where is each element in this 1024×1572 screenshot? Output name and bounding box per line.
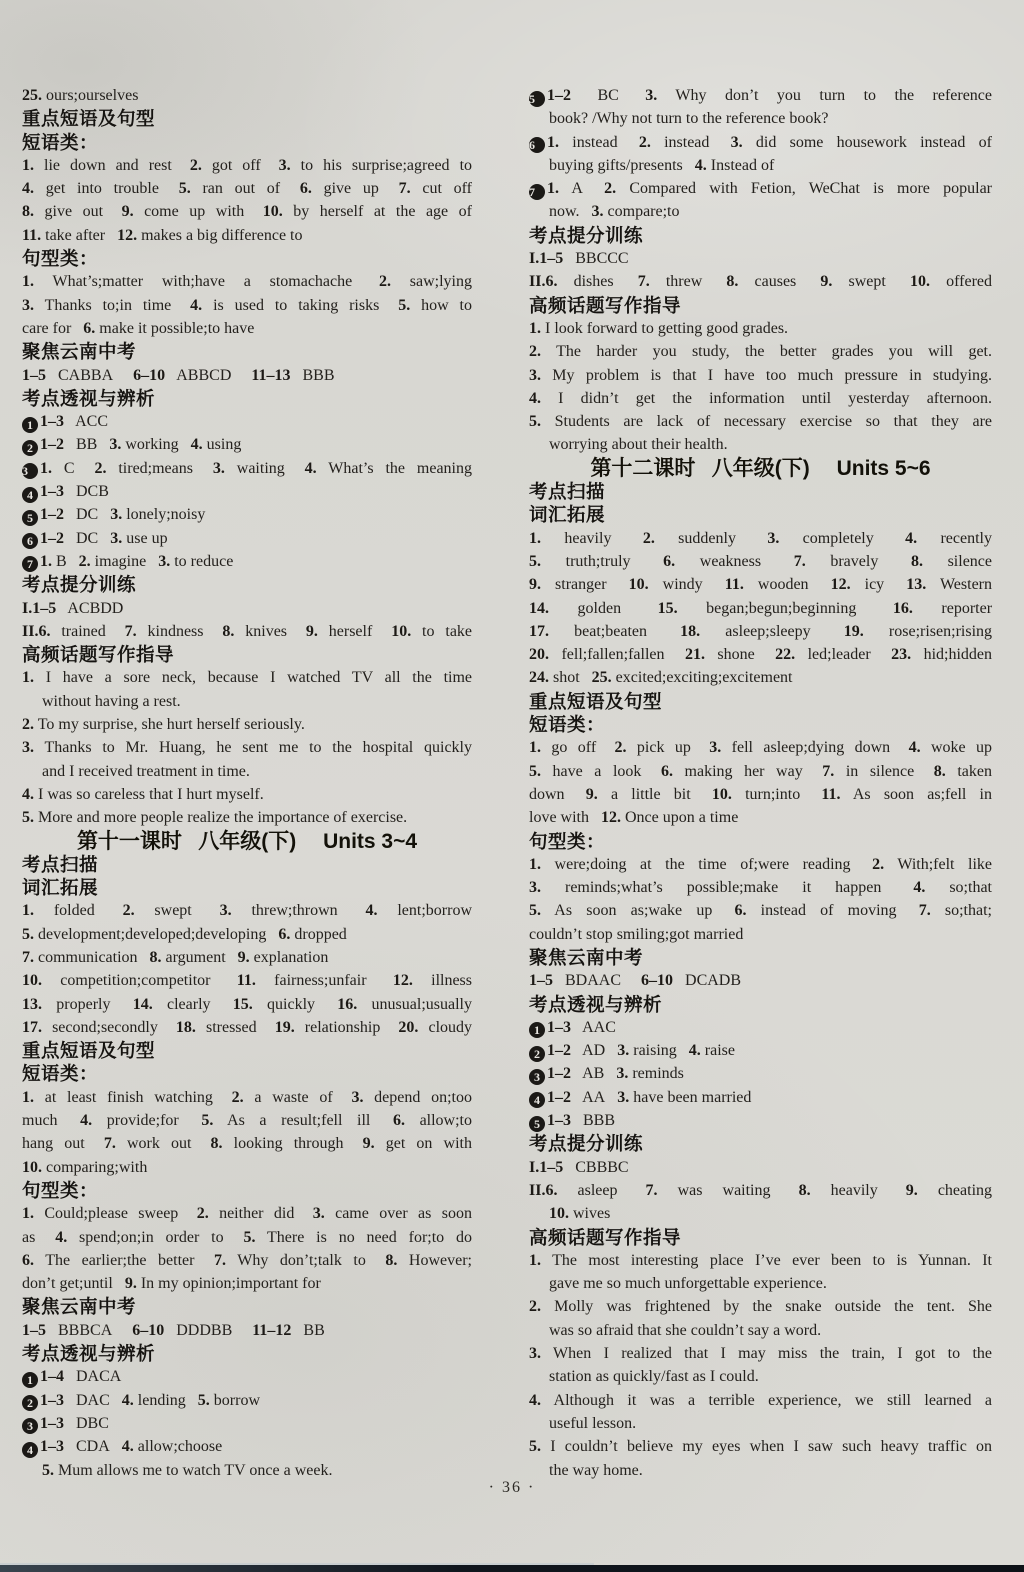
circled-number-icon: 5 <box>529 1116 545 1132</box>
section-heading: 高频话题写作指导 <box>529 1226 682 1248</box>
text-line: 10. comparing;with <box>22 1158 148 1176</box>
text-line: 3. Thanks to Mr. Huang, he sent me to the hospital quickly <box>22 739 472 757</box>
text-line: book? /Why not turn to the reference book? <box>549 110 829 128</box>
section-heading: 词汇拓展 <box>22 877 99 899</box>
text-line: 7 1. B 2. imagine 3. to reduce <box>22 550 472 573</box>
text-line: 4. I didn’t get the information until yesterday afternoon. <box>529 389 992 407</box>
section-title: 第十二课时 八年级(下) Units 5~6 <box>590 456 931 480</box>
text-line: hang out 7. work out 8. looking through 9. get on with <box>22 1135 472 1153</box>
text-line: 3 1–3 DBC <box>22 1412 472 1435</box>
text-line: II.6. asleep 7. was waiting 8. heavily 9. cheating <box>529 1181 992 1199</box>
page-number: · 36 · <box>488 1479 536 1496</box>
text-line: 13. properly 14. clearly 15. quickly 16. unusual;usually <box>22 995 472 1013</box>
section-heading: 短语类： <box>529 714 606 736</box>
text-line: 2 1–3 DAC 4. lending 5. borrow <box>22 1389 472 1412</box>
text-line: 5. Mum allows me to watch TV once a week. <box>42 1461 333 1479</box>
text-line: 1. lie down and rest 2. got off 3. to his surprise;agreed to <box>22 156 472 174</box>
circled-number-icon: 2 <box>22 440 38 456</box>
text-line: 10. competition;competitor 11. fairness;unfair 12. illness <box>22 972 472 990</box>
circled-number-icon: 1 <box>22 1372 38 1388</box>
text-line: gave me so much unforgettable experience. <box>549 1275 827 1293</box>
text-line: love with 12. Once upon a time <box>529 809 739 827</box>
section-heading: 句型类： <box>22 248 99 270</box>
text-line: 6 1. instead 2. instead 3. did some housework instead of <box>529 133 992 153</box>
text-line: 4. get into trouble 5. ran out of 6. give up 7. cut off <box>22 180 472 198</box>
text-line: don’t get;until 9. In my opinion;important for <box>22 1275 321 1293</box>
text-line: 5. As soon as;wake up 6. instead of moving 7. so;that; <box>529 902 992 920</box>
text-line: 5. Students are lack of necessary exercise so that they are <box>529 413 992 431</box>
text-line: now. 3. compare;to <box>549 203 680 221</box>
text-line: 3 1. C 2. tired;means 3. waiting 4. What’s the meaning <box>22 459 472 479</box>
circled-number-icon: 7 <box>529 184 545 200</box>
section-heading: 重点短语及句型 <box>529 690 663 712</box>
text-line: 3. When I realized that I may miss the train, I got to the <box>529 1345 992 1363</box>
circled-number-icon: 4 <box>529 1092 545 1108</box>
section-heading: 考点扫描 <box>22 853 99 875</box>
text-line: 1. heavily 2. suddenly 3. completely 4. recently <box>529 529 992 547</box>
text-line: station as quickly/fast as I could. <box>549 1368 759 1386</box>
text-line: 1–5 BBBCA 6–10 DDDBB 11–12 BB <box>22 1321 325 1339</box>
text-line: 1. The most interesting place I’ve ever been to is Yunnan. It <box>529 1251 992 1269</box>
text-line: 5. development;developed;developing 6. dropped <box>22 925 347 943</box>
section-heading: 聚焦云南中考 <box>22 1296 137 1318</box>
circled-number-icon: 3 <box>529 1069 545 1085</box>
text-line: down 9. a little bit 10. turn;into 11. As soon as;fell in <box>529 785 992 803</box>
circled-number-icon: 2 <box>22 1395 38 1411</box>
text-line: 1. I have a sore neck, because I watched TV all the time <box>22 669 472 687</box>
text-line: 8. give out 9. come up with 10. by herself at the age of <box>22 203 472 221</box>
circled-number-icon: 1 <box>529 1022 545 1038</box>
section-heading: 考点提分训练 <box>529 1133 644 1155</box>
text-line: buying gifts/presents 4. Instead of <box>549 156 775 174</box>
text-line: 3 1–2 AB 3. reminds <box>529 1062 992 1085</box>
text-line: 24. shot 25. excited;exciting;excitement <box>529 669 793 687</box>
text-line: 1. were;doing at the time of;were reading 2. With;felt like <box>529 855 992 873</box>
text-line: 2 1–2 BB 3. working 4. using <box>22 433 472 456</box>
text-line: 6. The earlier;the better 7. Why don’t;talk to 8. However; <box>22 1251 472 1269</box>
text-line: couldn’t stop smiling;got married <box>529 925 744 943</box>
text-line: 1 1–4 DACA <box>22 1365 472 1388</box>
text-line: 3. Thanks to;in time 4. is used to taking risks 5. how to <box>22 296 472 314</box>
circled-number-icon: 5 <box>22 510 38 526</box>
text-line: 1. I look forward to getting good grades. <box>529 319 789 337</box>
section-heading: 考点透视与辨析 <box>529 993 663 1015</box>
text-line: the way home. <box>549 1461 643 1479</box>
section-heading: 考点提分训练 <box>529 224 644 246</box>
text-line: 7 1. A 2. Compared with Fetion, WeChat is more popular <box>529 180 992 199</box>
text-line: 3. reminds;what’s possible;make it happen 4. so;that <box>529 879 992 897</box>
text-line: 4 1–3 DCB <box>22 480 472 503</box>
text-line: 5. More and more people realize the importance of exercise. <box>22 809 408 827</box>
text-line: 5. I couldn’t believe my eyes when I saw such heavy traffic on <box>529 1438 992 1456</box>
text-line: worrying about their health. <box>549 436 728 454</box>
circled-number-icon: 3 <box>22 1418 38 1434</box>
text-line: 1 1–3 AAC <box>529 1016 992 1039</box>
text-line: 5 1–3 BBB <box>529 1109 992 1132</box>
text-line: 10. wives <box>549 1205 611 1223</box>
text-line: 4. Although it was a terrible experience, we still learned a <box>529 1391 992 1409</box>
section-title: 第十一课时 八年级(下) Units 3~4 <box>76 829 418 853</box>
text-line: 17. second;secondly 18. stressed 19. relationship 20. cloudy <box>22 1018 472 1036</box>
section-heading: 高频话题写作指导 <box>529 294 682 316</box>
section-heading: 重点短语及句型 <box>22 108 156 130</box>
circled-number-icon: 6 <box>529 137 545 153</box>
text-line: was so afraid that she couldn’t say a word. <box>549 1321 822 1339</box>
text-line: II.6. trained 7. kindness 8. knives 9. herself 10. to take <box>22 622 472 640</box>
section-heading: 高频话题写作指导 <box>22 644 175 666</box>
text-line: 2. Molly was frightened by the snake outside the tent. She <box>529 1298 992 1316</box>
text-line: 2 1–2 AD 3. raising 4. raise <box>529 1039 992 1062</box>
circled-number-icon: 2 <box>529 1046 545 1062</box>
circled-number-icon: 3 <box>22 463 38 479</box>
section-heading: 短语类： <box>22 1063 99 1085</box>
text-line: 1 1–3 ACC <box>22 410 472 433</box>
text-line: I.1–5 ACBDD <box>22 599 124 617</box>
section-heading: 考点扫描 <box>529 481 606 503</box>
text-line: 5. have a look 6. making her way 7. in silence 8. taken <box>529 762 992 780</box>
section-heading: 句型类： <box>22 1179 99 1201</box>
text-line: 2. To my surprise, she hurt herself seriously. <box>22 716 305 734</box>
text-line: 1–5 CABBA 6–10 ABBCD 11–13 BBB <box>22 366 335 384</box>
text-line: 20. fell;fallen;fallen 21. shone 22. led;leader 23. hid;hidden <box>529 646 992 664</box>
circled-number-icon: 6 <box>22 533 38 549</box>
text-line: without having a rest. <box>42 692 181 710</box>
circled-number-icon: 4 <box>22 1442 38 1458</box>
circled-number-icon: 7 <box>22 556 38 572</box>
text-line: 1. folded 2. swept 3. threw;thrown 4. lent;borrow <box>22 902 472 920</box>
scan-edge-strip <box>0 1565 1024 1572</box>
text-line: 6 1–2 DC 3. use up <box>22 527 472 550</box>
text-line: and I received treatment in time. <box>42 762 250 780</box>
text-line: useful lesson. <box>549 1414 637 1432</box>
text-line: 2. The harder you study, the better grades you will get. <box>529 343 992 361</box>
text-line: 4 1–3 CDA 4. allow;choose <box>22 1435 472 1458</box>
section-heading: 聚焦云南中考 <box>529 946 644 968</box>
section-heading: 句型类： <box>529 830 606 852</box>
section-heading: 考点透视与辨析 <box>22 1343 156 1365</box>
text-line: care for 6. make it possible;to have <box>22 319 255 337</box>
circled-number-icon: 4 <box>22 487 38 503</box>
text-line: 7. communication 8. argument 9. explanation <box>22 948 329 966</box>
text-line: 1–5 BDAAC 6–10 DCADB <box>529 972 742 990</box>
section-heading: 聚焦云南中考 <box>22 341 137 363</box>
section-heading: 考点透视与辨析 <box>22 387 156 409</box>
section-heading: 词汇拓展 <box>529 504 606 526</box>
text-line: 1. at least finish watching 2. a waste of 3. depend on;too <box>22 1088 472 1106</box>
text-line: 1. Could;please sweep 2. neither did 3. came over as soon <box>22 1205 472 1223</box>
text-line: 5 1–2 BC 3. Why don’t you turn to the reference <box>529 87 992 106</box>
text-line: as 4. spend;on;in order to 5. There is no need for;to do <box>22 1228 472 1246</box>
text-line: 3. My problem is that I have too much pressure in studying. <box>529 366 992 384</box>
circled-number-icon: 5 <box>529 91 545 107</box>
section-heading: 考点提分训练 <box>22 574 137 596</box>
left-column <box>22 84 472 1482</box>
text-line: 11. take after 12. makes a big difference to <box>22 226 303 244</box>
text-line: 5. truth;truly 6. weakness 7. bravely 8. silence <box>529 552 992 570</box>
text-line: II.6. dishes 7. threw 8. causes 9. swept 10. offered <box>529 273 992 291</box>
section-heading: 短语类： <box>22 131 99 153</box>
text-line: much 4. provide;for 5. As a result;fell ill 6. allow;to <box>22 1112 472 1130</box>
text-line: 14. golden 15. began;begun;beginning 16. reporter <box>529 599 992 617</box>
text-line: 9. stranger 10. windy 11. wooden 12. icy 13. Western <box>529 576 992 594</box>
circled-number-icon: 1 <box>22 417 38 433</box>
text-line: 25. ours;ourselves <box>22 87 139 104</box>
section-heading: 重点短语及句型 <box>22 1040 156 1062</box>
text-line: 4 1–2 AA 3. have been married <box>529 1086 992 1109</box>
right-column <box>529 84 992 1482</box>
text-line: 1. go off 2. pick up 3. fell asleep;dying down 4. woke up <box>529 739 992 757</box>
text-line: I.1–5 CBBBC <box>529 1158 629 1176</box>
text-line: 4. I was so careless that I hurt myself. <box>22 785 264 803</box>
text-line: 17. beat;beaten 18. asleep;sleepy 19. rose;risen;rising <box>529 622 992 640</box>
text-line: I.1–5 BBCCC <box>529 250 629 268</box>
text-line: 1. What’s;matter with;have a stomachache 2. saw;lying <box>22 273 472 291</box>
text-line: 5 1–2 DC 3. lonely;noisy <box>22 503 472 526</box>
